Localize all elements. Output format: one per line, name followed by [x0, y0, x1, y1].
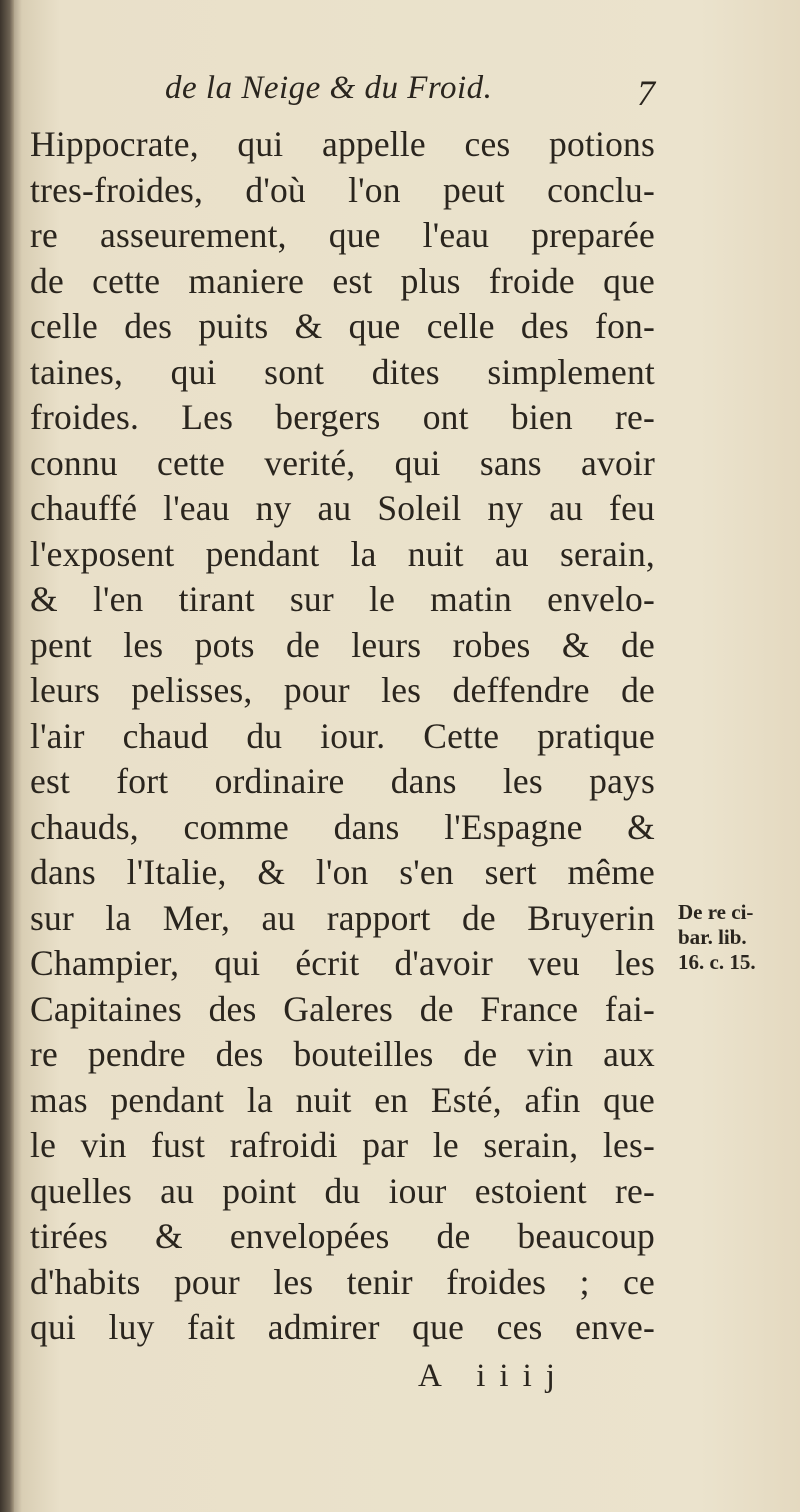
text-line: est fort ordinaire dans les pays: [30, 761, 655, 801]
text-line: connu cette verité, qui sans avoir: [30, 442, 655, 483]
text-line: sur la Mer, au rapport de Bruyerin: [30, 897, 655, 938]
text-line: Champier, qui écrit d'avoir veu les: [30, 943, 655, 983]
marginal-note-line: De re ci-: [678, 900, 754, 924]
text-line: & l'en tirant sur le matin envelo-: [30, 579, 655, 619]
book-spine-shadow: [0, 0, 14, 1512]
text-line: chauffé l'eau ny au Soleil ny au feu: [30, 488, 655, 528]
text-line: tirées & envelopées de beaucoup: [30, 1216, 655, 1256]
text-line: qui luy fait admirer que ces enve-: [30, 1307, 655, 1347]
text-line: chauds, comme dans l'Espagne &: [30, 806, 655, 847]
text-line: re pendre des bouteilles de vin aux: [30, 1034, 655, 1074]
text-line: mas pendant la nuit en Esté, afin que: [30, 1079, 655, 1120]
text-line: l'air chaud du iour. Cette pratique: [30, 715, 655, 756]
marginal-note-line: bar. lib.: [678, 925, 747, 949]
page-number: 7: [637, 73, 655, 113]
signature-mark: A iiij: [418, 1358, 569, 1394]
text-line: Hippocrate, qui appelle ces potions: [30, 124, 655, 164]
text-line: le vin fust rafroidi par le serain, les-: [30, 1125, 655, 1165]
text-line: celle des puits & que celle des fon-: [30, 306, 655, 346]
text-line: Capitaines des Galeres de France fai-: [30, 988, 655, 1029]
running-head: de la Neige & du Froid.: [165, 70, 493, 106]
text-line: re asseurement, que l'eau preparée: [30, 215, 655, 255]
text-line: dans l'Italie, & l'on s'en sert même: [30, 852, 655, 892]
text-line: tres-froides, d'où l'on peut conclu-: [30, 169, 655, 210]
text-line: d'habits pour les tenir froides ; ce: [30, 1261, 655, 1302]
text-line: leurs pelisses, pour les deffendre de: [30, 670, 655, 710]
body-text: [30, 122, 655, 1351]
text-line: l'exposent pendant la nuit au serain,: [30, 533, 655, 574]
text-line: quelles au point du iour estoient re-: [30, 1170, 655, 1211]
text-line: pent les pots de leurs robes & de: [30, 624, 655, 665]
marginal-note-line: 16. c. 15.: [678, 950, 756, 974]
marginal-note: [678, 900, 793, 975]
page-header: [165, 70, 655, 120]
text-line: de cette maniere est plus froide que: [30, 260, 655, 301]
text-line: froides. Les bergers ont bien re-: [30, 397, 655, 437]
text-line: taines, qui sont dites simplement: [30, 351, 655, 392]
